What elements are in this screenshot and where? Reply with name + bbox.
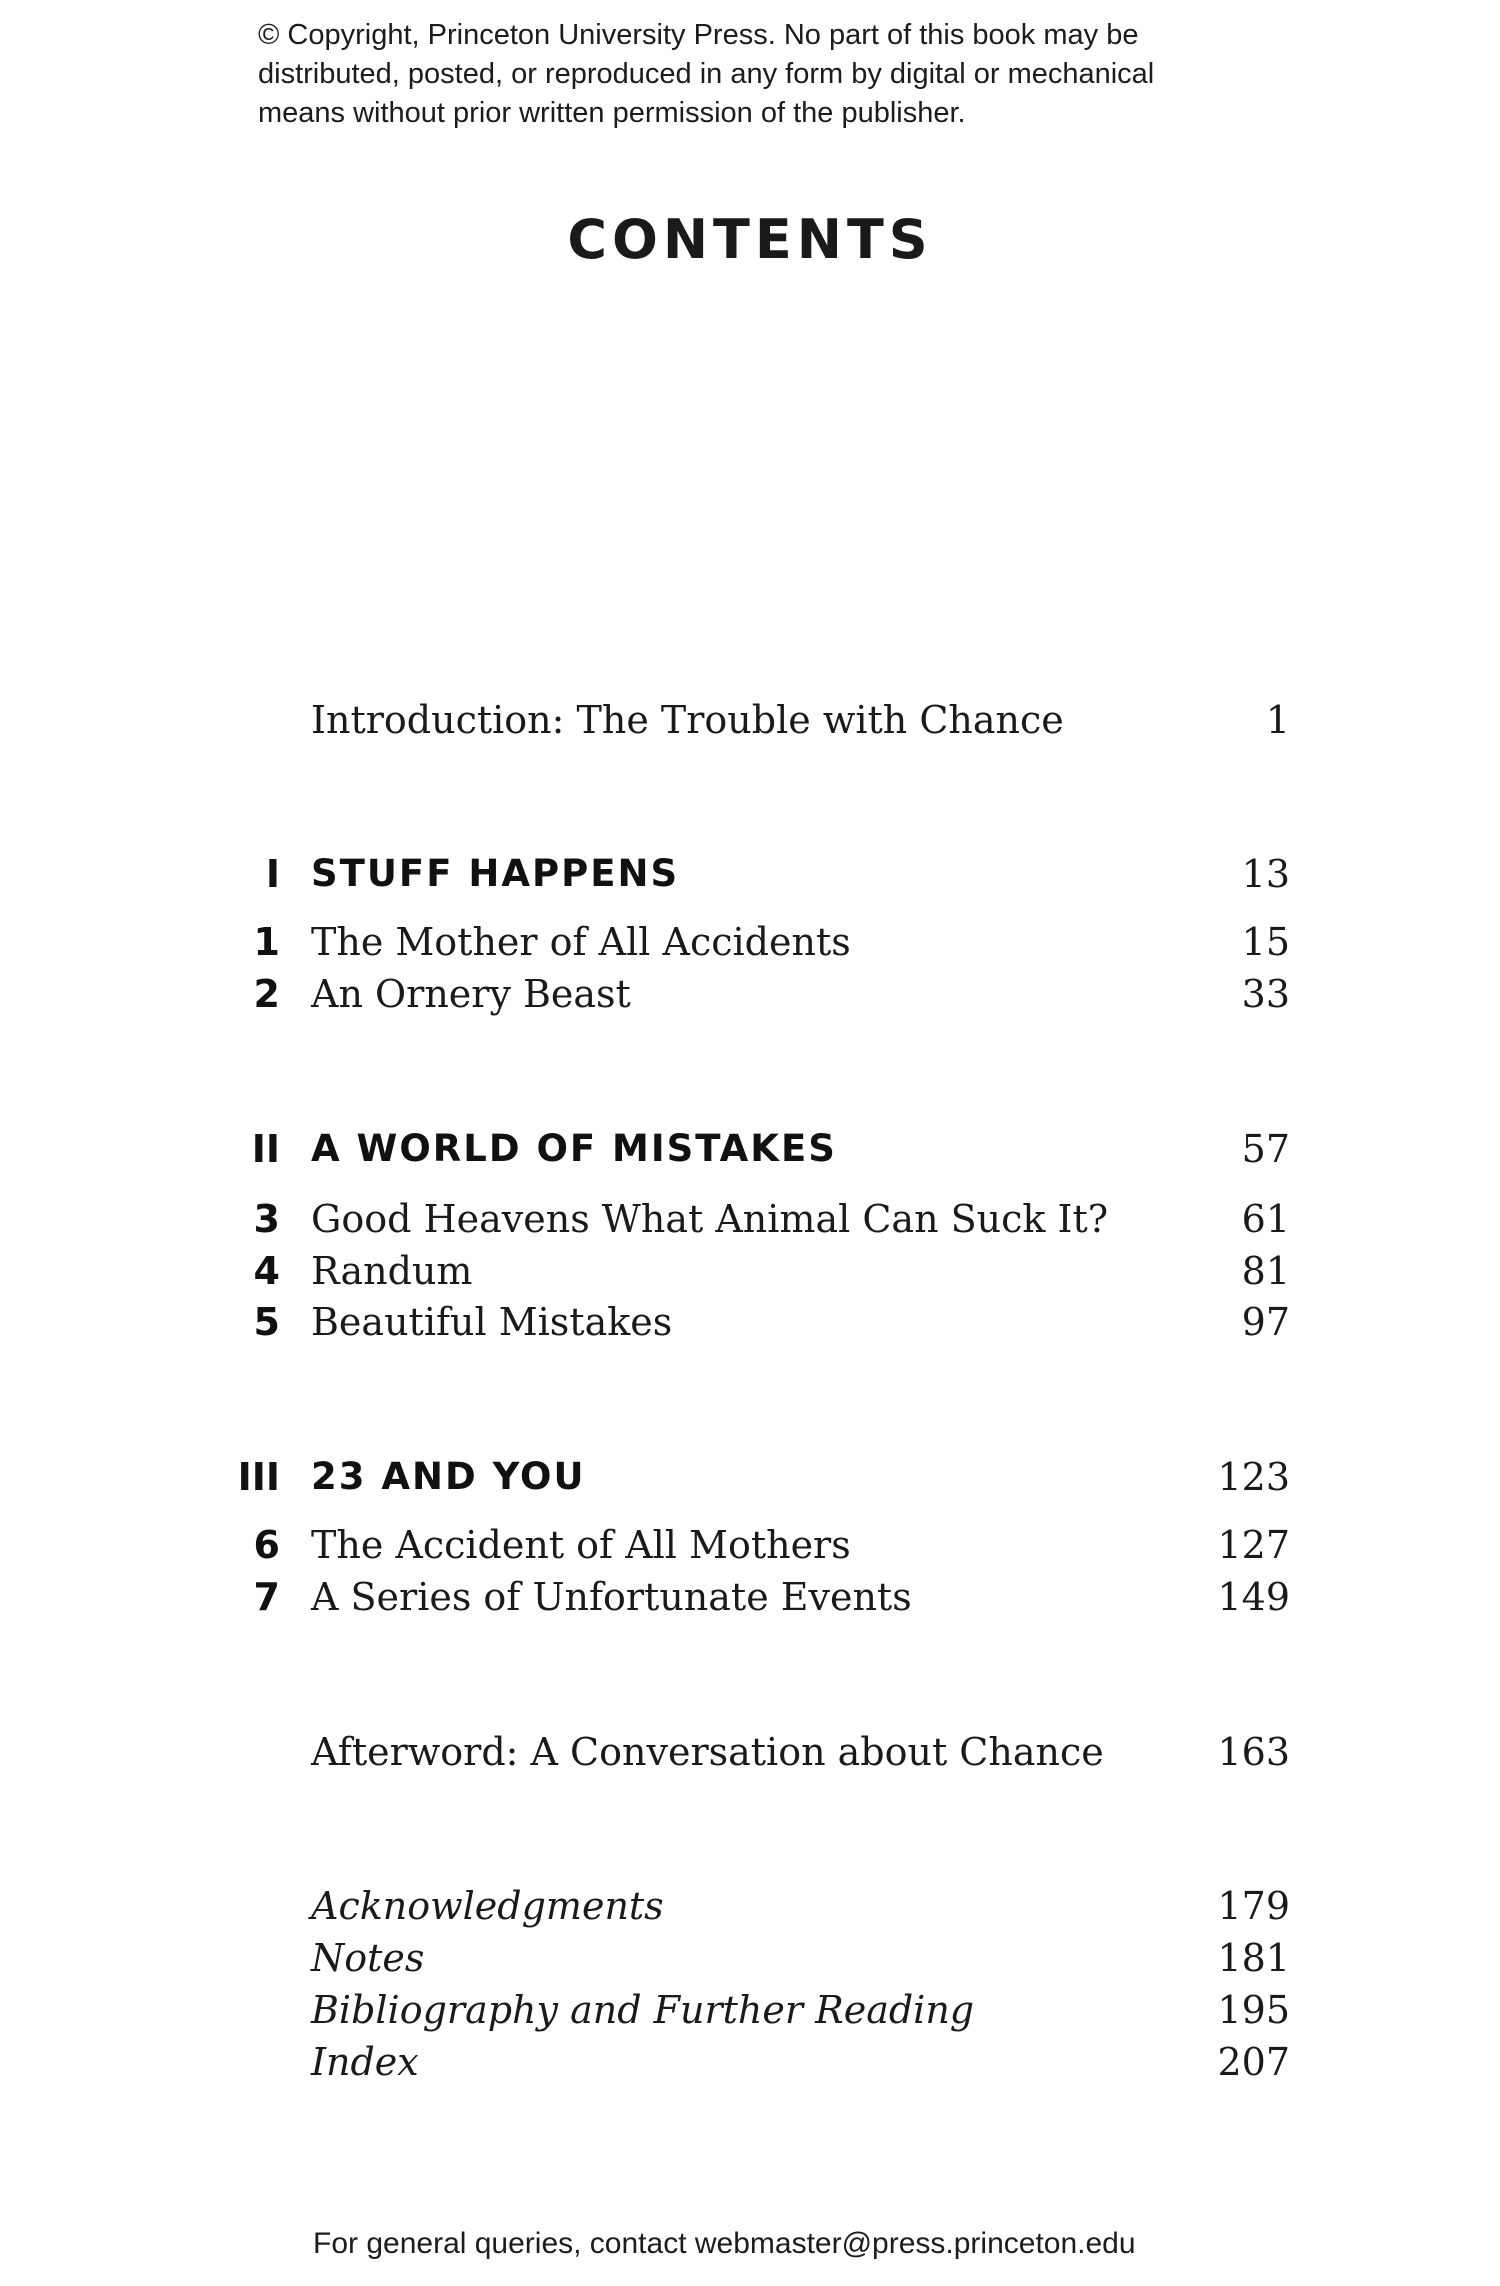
toc-page-number: 123	[1217, 1455, 1290, 1499]
toc-part-1[interactable]	[0, 848, 1500, 900]
chapter-title: An Ornery Beast	[311, 972, 631, 1016]
part-title: STUFF HAPPENS	[311, 852, 680, 895]
toc-page-number: 1	[1265, 698, 1290, 742]
toc-chapter-5[interactable]	[0, 1296, 1500, 1348]
chapter-number: 7	[253, 1575, 280, 1619]
toc-chapter-3[interactable]	[0, 1193, 1500, 1245]
toc-chapter-4[interactable]	[0, 1245, 1500, 1297]
toc-page-number: 179	[1217, 1884, 1290, 1928]
copyright-line: distributed, posted, or reproduced in any form by digital or mechanical	[258, 58, 1155, 90]
chapter-title: Beautiful Mistakes	[311, 1300, 673, 1344]
toc-entry-afterword[interactable]	[0, 1726, 1500, 1778]
toc-page-number: 57	[1241, 1127, 1290, 1171]
toc-entry-label: Index	[311, 2040, 419, 2084]
chapter-title: Good Heavens What Animal Can Suck It?	[311, 1197, 1109, 1241]
footer-contact: For general queries, contact webmaster@press.princeton.edu	[313, 2227, 1136, 2260]
toc-part-2[interactable]	[0, 1123, 1500, 1175]
chapter-title: A Series of Unfortunate Events	[311, 1575, 912, 1619]
part-numeral: III	[237, 1455, 280, 1499]
toc-entry-label: Acknowledgments	[311, 1884, 664, 1928]
copyright-line: means without prior written permission of the publisher.	[258, 97, 966, 129]
toc-page-number: 127	[1217, 1523, 1290, 1567]
toc-page-number: 181	[1217, 1936, 1290, 1980]
toc-page-number: 61	[1241, 1197, 1290, 1241]
toc-chapter-2[interactable]	[0, 968, 1500, 1020]
chapter-title: The Mother of All Accidents	[311, 920, 851, 964]
toc-entry-acknowledgments[interactable]	[0, 1880, 1500, 1932]
part-numeral: II	[251, 1127, 280, 1171]
part-title: 23 AND YOU	[311, 1455, 586, 1498]
toc-page-number: 149	[1217, 1575, 1290, 1619]
toc-page-number: 195	[1217, 1988, 1290, 2032]
toc-page-number: 33	[1241, 972, 1290, 1016]
toc-chapter-6[interactable]	[0, 1519, 1500, 1571]
toc-entry-label: Introduction: The Trouble with Chance	[311, 698, 1064, 742]
toc-entry-index[interactable]	[0, 2036, 1500, 2088]
copyright-line: © Copyright, Princeton University Press. No part of this book may be	[258, 19, 1139, 51]
chapter-number: 2	[253, 972, 280, 1016]
toc-page-number: 207	[1217, 2040, 1290, 2084]
toc-page-number: 163	[1217, 1730, 1290, 1774]
chapter-number: 3	[253, 1197, 280, 1241]
toc-chapter-7[interactable]	[0, 1571, 1500, 1623]
chapter-number: 6	[253, 1523, 280, 1567]
toc-entry-label: Afterword: A Conversation about Chance	[311, 1730, 1104, 1774]
chapter-title: The Accident of All Mothers	[311, 1523, 851, 1567]
chapter-title: Randum	[311, 1249, 473, 1293]
page-title: CONTENTS	[567, 208, 933, 271]
toc-entry-notes[interactable]	[0, 1932, 1500, 1984]
chapter-number: 4	[253, 1249, 280, 1293]
part-numeral: I	[265, 852, 280, 896]
toc-page-number: 97	[1241, 1300, 1290, 1344]
toc-page-number: 15	[1241, 920, 1290, 964]
toc-entry-bibliography[interactable]	[0, 1984, 1500, 2036]
toc-chapter-1[interactable]	[0, 916, 1500, 968]
toc-page-number: 81	[1241, 1249, 1290, 1293]
toc-entry-label: Bibliography and Further Reading	[311, 1988, 975, 2032]
toc-entry-label: Notes	[311, 1936, 425, 1980]
chapter-number: 1	[253, 920, 280, 964]
toc-part-3[interactable]	[0, 1451, 1500, 1503]
toc-page-number: 13	[1241, 852, 1290, 896]
part-title: A WORLD OF MISTAKES	[311, 1127, 837, 1170]
chapter-number: 5	[253, 1300, 280, 1344]
copyright-notice	[258, 16, 1318, 133]
toc-entry-introduction[interactable]	[0, 694, 1500, 746]
